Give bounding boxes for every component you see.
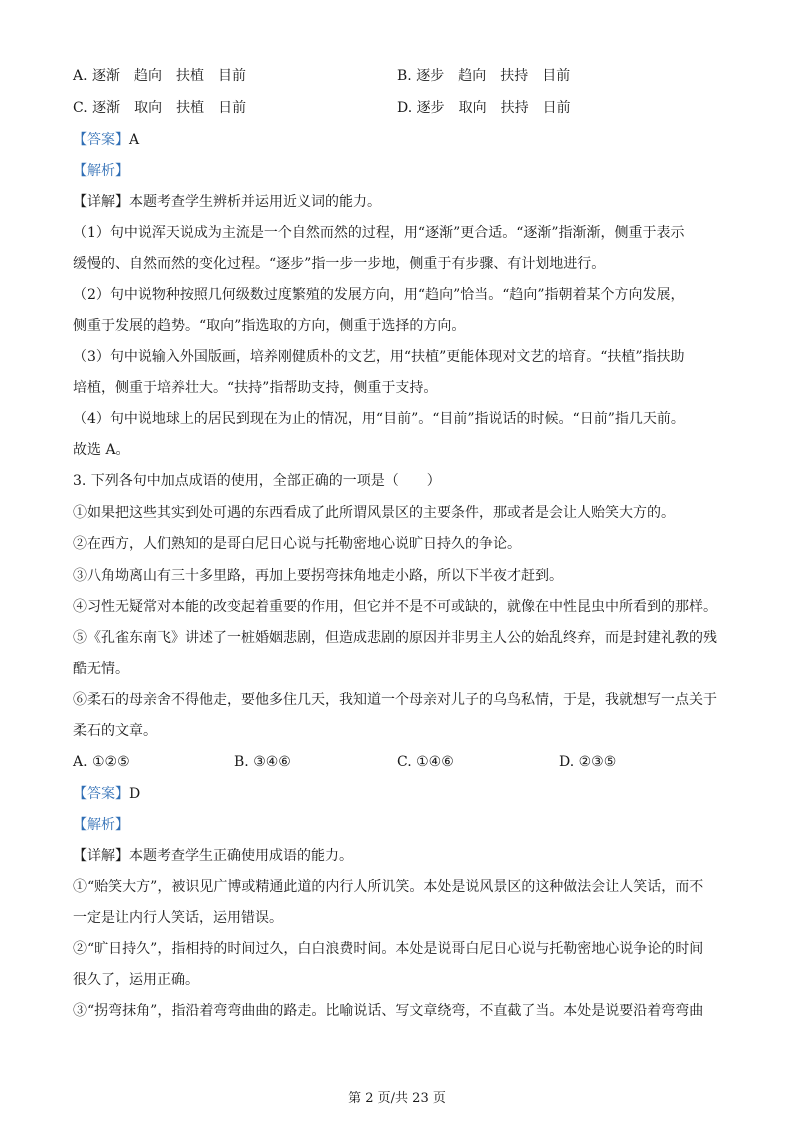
q2-option-b: B. 逐步 趋向 扶持 目前 bbox=[397, 68, 571, 84]
q2-detail-line-0 bbox=[73, 192, 381, 212]
q3-sentence-5b: 酷无情。 bbox=[73, 661, 129, 677]
q2-answer bbox=[73, 130, 139, 150]
q2-detail-line-8: 故选 A。 bbox=[73, 442, 130, 458]
q3-option-b: B. ③④⑥ bbox=[234, 754, 291, 770]
q2-analysis-heading bbox=[73, 161, 129, 181]
q3-sentence-2: ②在西方，人们熟知的是哥白尼日心说与托勒密地心说旷日持久的争论。 bbox=[73, 536, 521, 552]
q2-option-c: C. 逐渐 取向 扶植 日前 bbox=[73, 100, 247, 116]
q3-detail-line-1: ①“贻笑大方”，被识见广博或精通此道的内行人所讥笑。本处是说风景区的这种做法会让人笑话，而不 bbox=[73, 879, 704, 895]
answer-tag: 【答案】 bbox=[73, 132, 129, 148]
q2-detail-line-5: （3）句中说输入外国版画，培养刚健质朴的文艺，用“扶植”更能体现对文艺的培育。“扶植”指扶助 bbox=[73, 349, 685, 365]
q3-sentence-6b: 柔石的文章。 bbox=[73, 723, 157, 739]
q2-detail-line-2: 缓慢的、自然而然的变化过程。“逐步”指一步一步地，侧重于有步骤、有计划地进行。 bbox=[73, 256, 606, 272]
analysis-tag: 【解析】 bbox=[73, 163, 129, 179]
q3-sentence-3: ③八角坳离山有三十多里路，再加上要拐弯抹角地走小路，所以下半夜才赶到。 bbox=[73, 568, 563, 584]
q3-sentence-6a: ⑥柔石的母亲舍不得他走，要他多住几天，我知道一个母亲对儿子的乌鸟私情，于是，我就想写一点关于 bbox=[73, 692, 717, 708]
q3-detail-line-5: ③“拐弯抹角”，指沿着弯弯曲曲的路走。比喻说话、写文章绕弯，不直截了当。本处是说要沿着弯弯曲 bbox=[73, 1003, 704, 1019]
q3-option-c: C. ①④⑥ bbox=[397, 754, 454, 770]
q3-sentence-1: ①如果把这些其实到处可遇的东西看成了此所谓风景区的主要条件，那或者是会让人贻笑大方的。 bbox=[73, 505, 675, 521]
answer-value: D bbox=[129, 786, 141, 802]
q3-option-a: A. ①②⑤ bbox=[73, 754, 130, 770]
q2-option-a: A. 逐渐 趋向 扶植 目前 bbox=[73, 68, 247, 84]
detail-tag: 【详解】 bbox=[73, 194, 129, 210]
q2-option-d: D. 逐步 取向 扶持 日前 bbox=[397, 100, 571, 116]
q2-detail-line-6: 培植，侧重于培养壮大。“扶持”指帮助支持，侧重于支持。 bbox=[73, 380, 438, 396]
q3-sentence-4: ④习性无疑常对本能的改变起着重要的作用，但它并不是不可或缺的，就像在中性昆虫中所看到的那样。 bbox=[73, 599, 717, 615]
answer-value: A bbox=[129, 132, 140, 148]
detail-tag: 【详解】 bbox=[73, 848, 129, 864]
q3-stem: 3. 下列各句中加点成语的使用，全部正确的一项是（ ） bbox=[73, 473, 441, 489]
q2-detail-line-3: （2）句中说物种按照几何级数过度繁殖的发展方向，用“趋向”恰当。“趋向”指朝着某个方向发展， bbox=[73, 287, 685, 303]
q2-detail-line-1: （1）句中说浑天说成为主流是一个自然而然的过程，用“逐渐”更合适。“逐渐”指渐渐，侧重于表示 bbox=[73, 225, 685, 241]
answer-tag: 【答案】 bbox=[73, 786, 129, 802]
detail-text: 本题考查学生辨析并运用近义词的能力。 bbox=[129, 194, 381, 210]
detail-text: 本题考查学生正确使用成语的能力。 bbox=[129, 848, 353, 864]
q3-detail-line-2: 一定是让内行人笑话，运用错误。 bbox=[73, 910, 283, 926]
page-number-footer: 第 2 页/共 23 页 bbox=[348, 1091, 446, 1106]
q3-detail-line-4: 很久了，运用正确。 bbox=[73, 972, 199, 988]
q3-answer bbox=[73, 784, 140, 804]
q2-detail-line-7: （4）句中说地球上的居民到现在为止的情况，用“目前”。“目前”指说话的时候。“日前”指几天前。 bbox=[73, 411, 685, 427]
q3-detail-line-0 bbox=[73, 846, 353, 866]
q3-sentence-5a: ⑤《孔雀东南飞》讲述了一桩婚姻悲剧，但造成悲剧的原因并非男主人公的始乱终弃，而是封建礼教的残 bbox=[73, 630, 717, 646]
q3-option-d: D. ②③⑤ bbox=[559, 754, 617, 770]
q3-detail-line-3: ②“旷日持久”，指相持的时间过久，白白浪费时间。本处是说哥白尼日心说与托勒密地心说争论的时间 bbox=[73, 941, 704, 957]
q2-detail-line-4: 侧重于发展的趋势。“取向”指选取的方向，侧重于选择的方向。 bbox=[73, 318, 466, 334]
q3-analysis-heading bbox=[73, 815, 129, 835]
analysis-tag: 【解析】 bbox=[73, 817, 129, 833]
